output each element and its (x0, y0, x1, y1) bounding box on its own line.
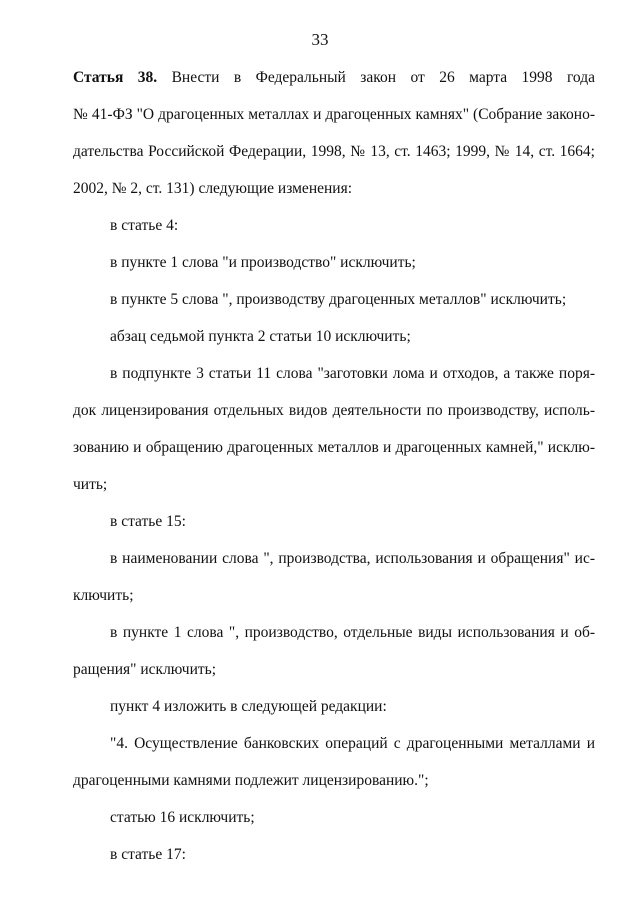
text-line: драгоценными камнями подлежит лицензированию."; (73, 772, 429, 789)
text-line: в статье 15: (110, 513, 186, 530)
text-line: зованию и обращению драгоценных металлов и драгоценных камней," исклю- (73, 439, 595, 456)
text-line: пункт 4 изложить в следующей редакции: (110, 698, 387, 715)
article-38-first-line (73, 68, 595, 88)
text-line: статью 16 исключить; (110, 809, 255, 826)
text-line: в статье 17: (110, 846, 186, 863)
text-line: абзац седьмой пункта 2 статьи 10 исключить; (110, 328, 411, 345)
text-line: в статье 4: (110, 217, 179, 234)
text-line: ключить; (73, 587, 134, 604)
text-line: в пункте 1 слова "и производство" исключить; (110, 254, 416, 271)
article-heading: Статья 38. (73, 69, 158, 86)
text-line: в пункте 5 слова ", производству драгоценных металлов" исключить; (110, 291, 567, 308)
text-line: 2002, № 2, ст. 131) следующие изменения: (73, 180, 353, 197)
text-line: Внести в Федеральный закон от 26 марта 1998 года (157, 69, 595, 86)
text-line: док лицензирования отдельных видов деятельности по производству, исполь- (73, 402, 595, 419)
text-line: дательства Российской Федерации, 1998, № 13, ст. 1463; 1999, № 14, ст. 1664; (73, 143, 595, 160)
text-line: в пункте 1 слова ", производство, отдельные виды использования и об- (110, 624, 595, 641)
page-number: 33 (311, 30, 329, 49)
text-line: чить; (73, 476, 108, 493)
text-line: ращения" исключить; (73, 661, 217, 678)
text-line: № 41-ФЗ "О драгоценных металлах и драгоценных камнях" (Собрание законо- (73, 106, 595, 123)
text-line: в наименовании слова ", производства, использования и обращения" ис- (110, 550, 595, 567)
text-line: в подпункте 3 статьи 11 слова "заготовки лома и отходов, а также поря- (110, 365, 595, 382)
text-line: "4. Осуществление банковских операций с драгоценными металлами и (110, 735, 595, 752)
